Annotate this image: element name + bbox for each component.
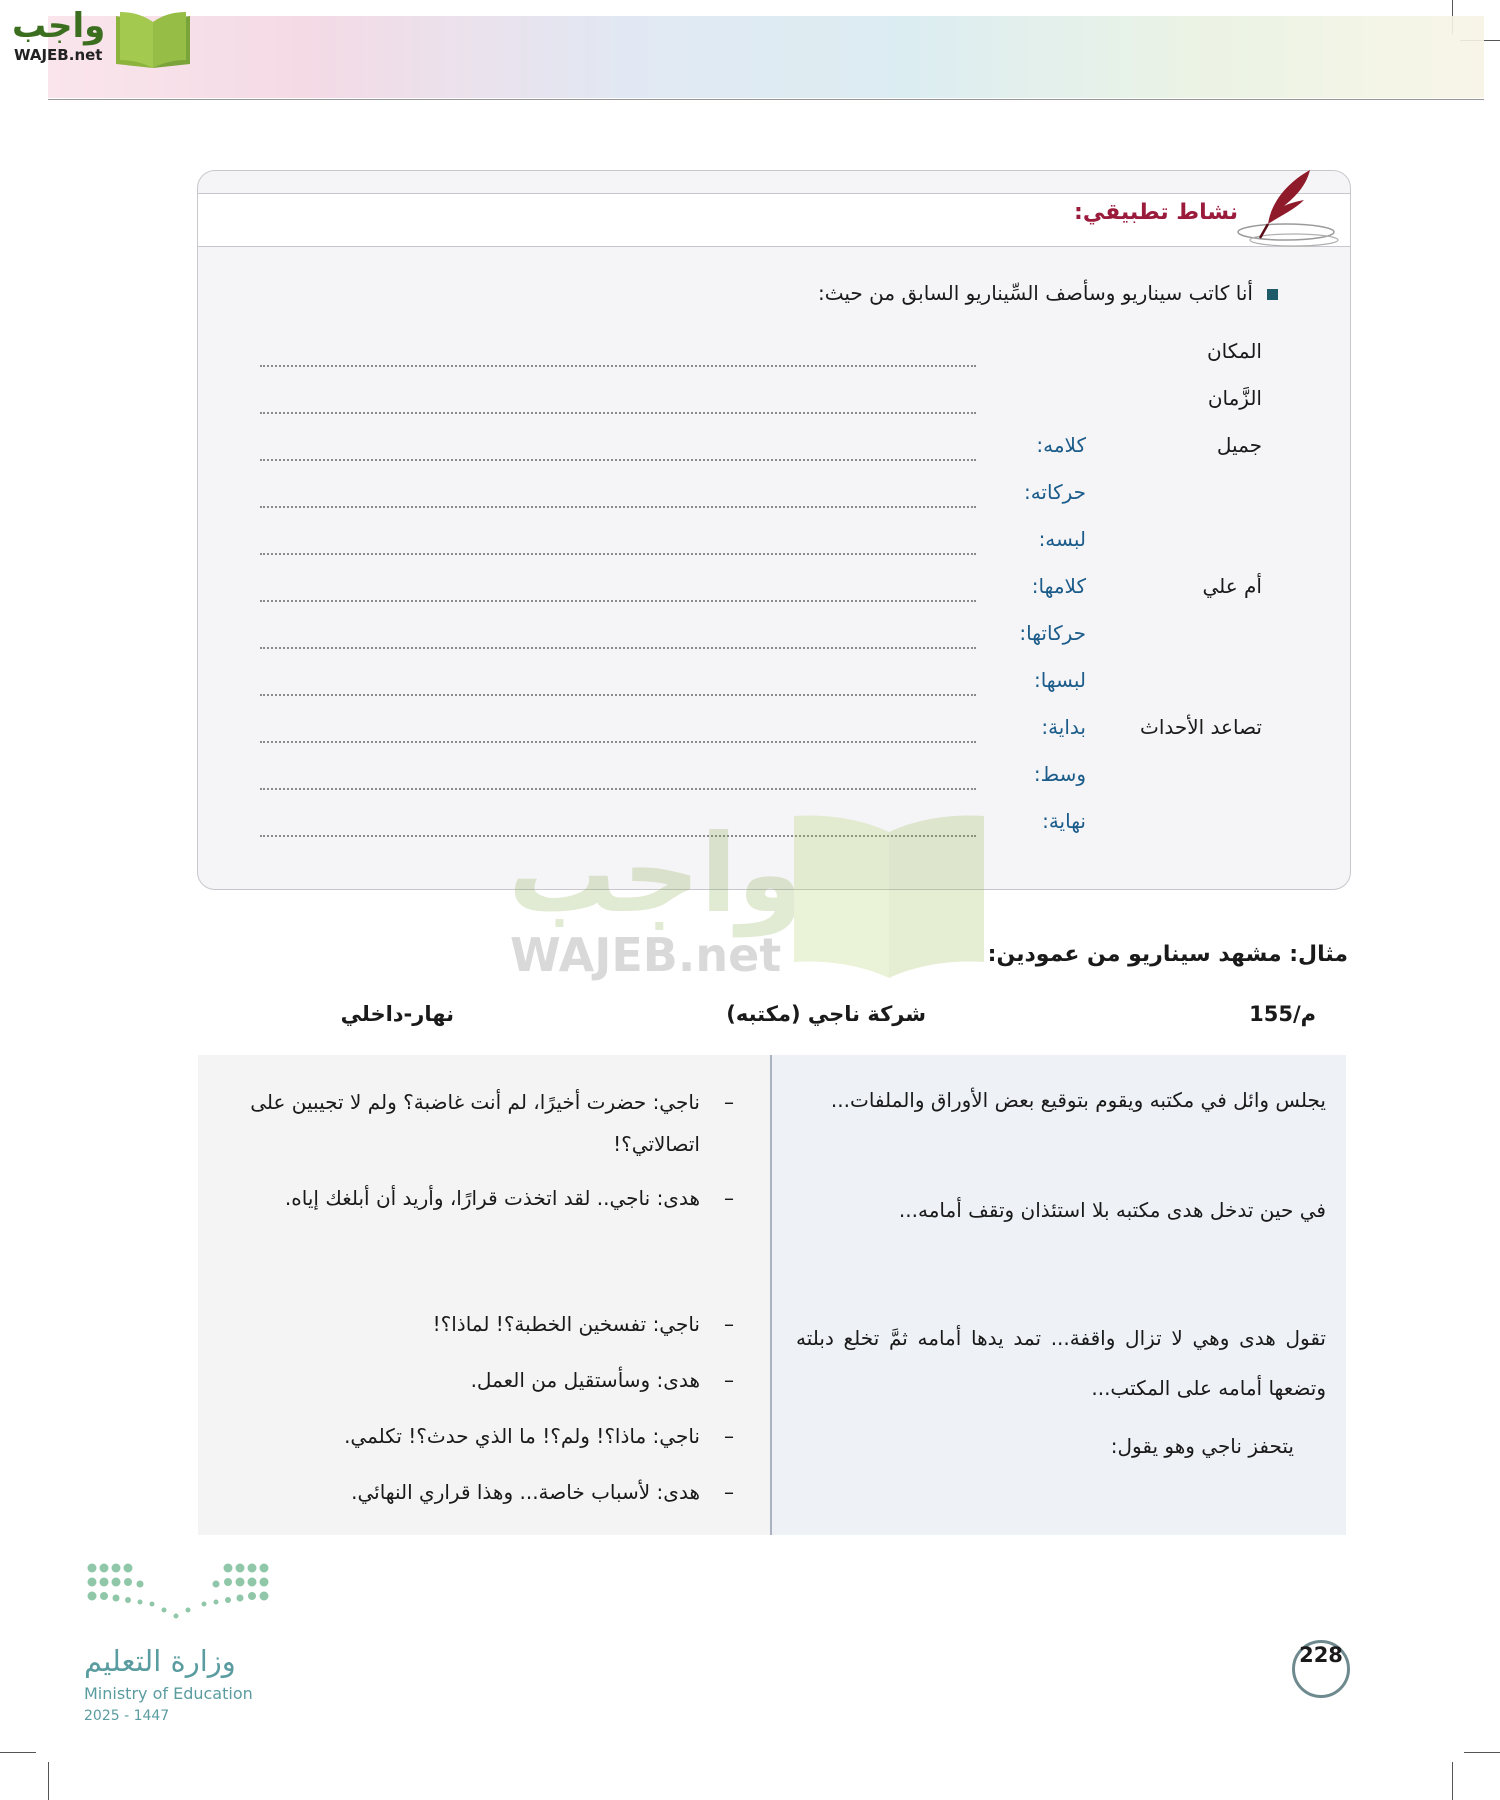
- activity-row: [198, 762, 1350, 802]
- activity-row: [198, 386, 1350, 426]
- dialogue-dash: –: [724, 1368, 734, 1392]
- dialogue-dash: –: [724, 1090, 734, 1114]
- logo-arabic-text: واجب: [12, 6, 106, 46]
- example-title: مثال: مشهد سيناريو من عمودين:: [987, 942, 1348, 967]
- ministry-logo: [84, 1560, 284, 1730]
- scene-number: م/155: [1249, 1002, 1316, 1026]
- wajeb-logo[interactable]: [6, 6, 196, 68]
- ministry-arabic: وزارة التعليم: [84, 1644, 236, 1678]
- row-sub-label: وسط:: [1033, 762, 1086, 786]
- dialogue-line: [218, 1471, 734, 1513]
- watermark-english: WAJEB.net: [510, 928, 782, 982]
- answer-line[interactable]: [260, 741, 976, 743]
- dialogue-text: هدى: وسأستقيل من العمل.: [470, 1368, 700, 1392]
- answer-line[interactable]: [260, 694, 976, 696]
- dialogue-text: هدى: لأسباب خاصة... وهذا قراري النهائي.: [351, 1480, 700, 1504]
- dialogue-text: ناجي: تفسخين الخطبة؟! لماذا؟!: [432, 1312, 700, 1336]
- ministry-year: 2025 - 1447: [84, 1708, 170, 1724]
- description-paragraph: يجلس وائل في مكتبه ويقوم بتوقيع بعض الأوراق والملفات...: [830, 1088, 1326, 1112]
- row-main-label: المكان: [1206, 339, 1262, 363]
- watermark-arabic: واجب: [508, 812, 805, 937]
- activity-row: [198, 480, 1350, 520]
- activity-row: [198, 809, 1350, 849]
- answer-line[interactable]: [260, 506, 976, 508]
- activity-intro-text: أنا كاتب سيناريو وسأصف السِّيناريو السابق من حيث:: [818, 281, 1253, 305]
- row-sub-label: كلامه:: [1036, 433, 1086, 457]
- answer-line[interactable]: [260, 647, 976, 649]
- activity-row: [198, 339, 1350, 379]
- activity-row: [198, 527, 1350, 567]
- dialogue-text: هدى: ناجي.. لقد اتخذت قرارًا، وأريد أن أبلغك إياه.: [284, 1186, 700, 1210]
- row-sub-label: حركاتها:: [1019, 621, 1086, 645]
- dialogue-line: [218, 1177, 734, 1219]
- crop-mark: [1452, 1762, 1453, 1800]
- answer-line[interactable]: [260, 412, 976, 414]
- dialogue-line: [218, 1415, 734, 1457]
- row-sub-label: نهاية:: [1042, 809, 1086, 833]
- dialogue-dash: –: [724, 1480, 734, 1504]
- row-sub-label: كلامها:: [1031, 574, 1086, 598]
- ministry-english: Ministry of Education: [84, 1684, 253, 1703]
- description-column: [772, 1055, 1346, 1535]
- book-icon: [112, 10, 194, 70]
- dialogue-text: ناجي: ماذا؟! ولم؟! ما الذي حدث؟! تكلمي.: [344, 1424, 700, 1448]
- page-number: 228: [1292, 1640, 1350, 1698]
- row-main-label: الزَّمان: [1207, 386, 1262, 410]
- quill-icon: [1234, 166, 1344, 256]
- square-bullet-icon: [1267, 289, 1278, 300]
- answer-line[interactable]: [260, 600, 976, 602]
- dialogue-dash: –: [724, 1186, 734, 1210]
- answer-line[interactable]: [260, 459, 976, 461]
- activity-row: [198, 668, 1350, 708]
- dialogue-line: [218, 1303, 734, 1345]
- description-paragraph: تقول هدى وهي لا تزال واقفة... تمد يدها أمامه ثمَّ تخلع دبلته وتضعها أمامه على المكتب...: [796, 1326, 1326, 1400]
- dialogue-dash: –: [724, 1312, 734, 1336]
- activity-intro: [818, 281, 1278, 305]
- header-banner: [48, 16, 1484, 98]
- answer-line[interactable]: [260, 835, 976, 837]
- activity-row: [198, 433, 1350, 473]
- row-sub-label: لبسها:: [1033, 668, 1086, 692]
- scene-location: شركة ناجي (مكتبه): [726, 1002, 926, 1026]
- answer-line[interactable]: [260, 553, 976, 555]
- row-sub-label: حركاته:: [1023, 480, 1086, 504]
- row-main-label: جميل: [1216, 433, 1262, 457]
- row-sub-label: لبسه:: [1038, 527, 1086, 551]
- dialogue-line: [218, 1359, 734, 1401]
- activity-title: نشاط تطبيقي:: [1074, 200, 1238, 225]
- logo-english-text: WAJEB.net: [14, 46, 103, 64]
- crop-mark: [1464, 1752, 1500, 1753]
- crop-mark: [0, 1752, 36, 1753]
- activity-row: [198, 621, 1350, 661]
- row-sub-label: بداية:: [1041, 715, 1086, 739]
- activity-header: [198, 193, 1350, 247]
- activity-row: [198, 574, 1350, 614]
- activity-card: [197, 170, 1351, 890]
- ministry-dots-icon: [84, 1560, 274, 1624]
- activity-row: [198, 715, 1350, 755]
- description-paragraph: في حين تدخل هدى مكتبه بلا استئذان وتقف أمامه...: [898, 1198, 1326, 1222]
- row-main-label: تصاعد الأحداث: [1139, 715, 1262, 739]
- row-main-label: أم علي: [1202, 574, 1262, 598]
- dialogue-line: [218, 1081, 734, 1165]
- dialogue-text: ناجي: حضرت أخيرًا، لم أنت غاضبة؟ ولم لا تجيبين على اتصالاتي؟!: [250, 1090, 700, 1156]
- answer-line[interactable]: [260, 365, 976, 367]
- column-divider: [770, 1055, 772, 1535]
- answer-line[interactable]: [260, 788, 976, 790]
- dialogue-column: [198, 1055, 770, 1535]
- crop-mark: [48, 1762, 49, 1800]
- scenario-table: [198, 1055, 1346, 1535]
- description-paragraph: يتحفز ناجي وهو يقول:: [1110, 1434, 1294, 1458]
- scene-time: نهار-داخلي: [340, 1002, 454, 1026]
- dialogue-dash: –: [724, 1424, 734, 1448]
